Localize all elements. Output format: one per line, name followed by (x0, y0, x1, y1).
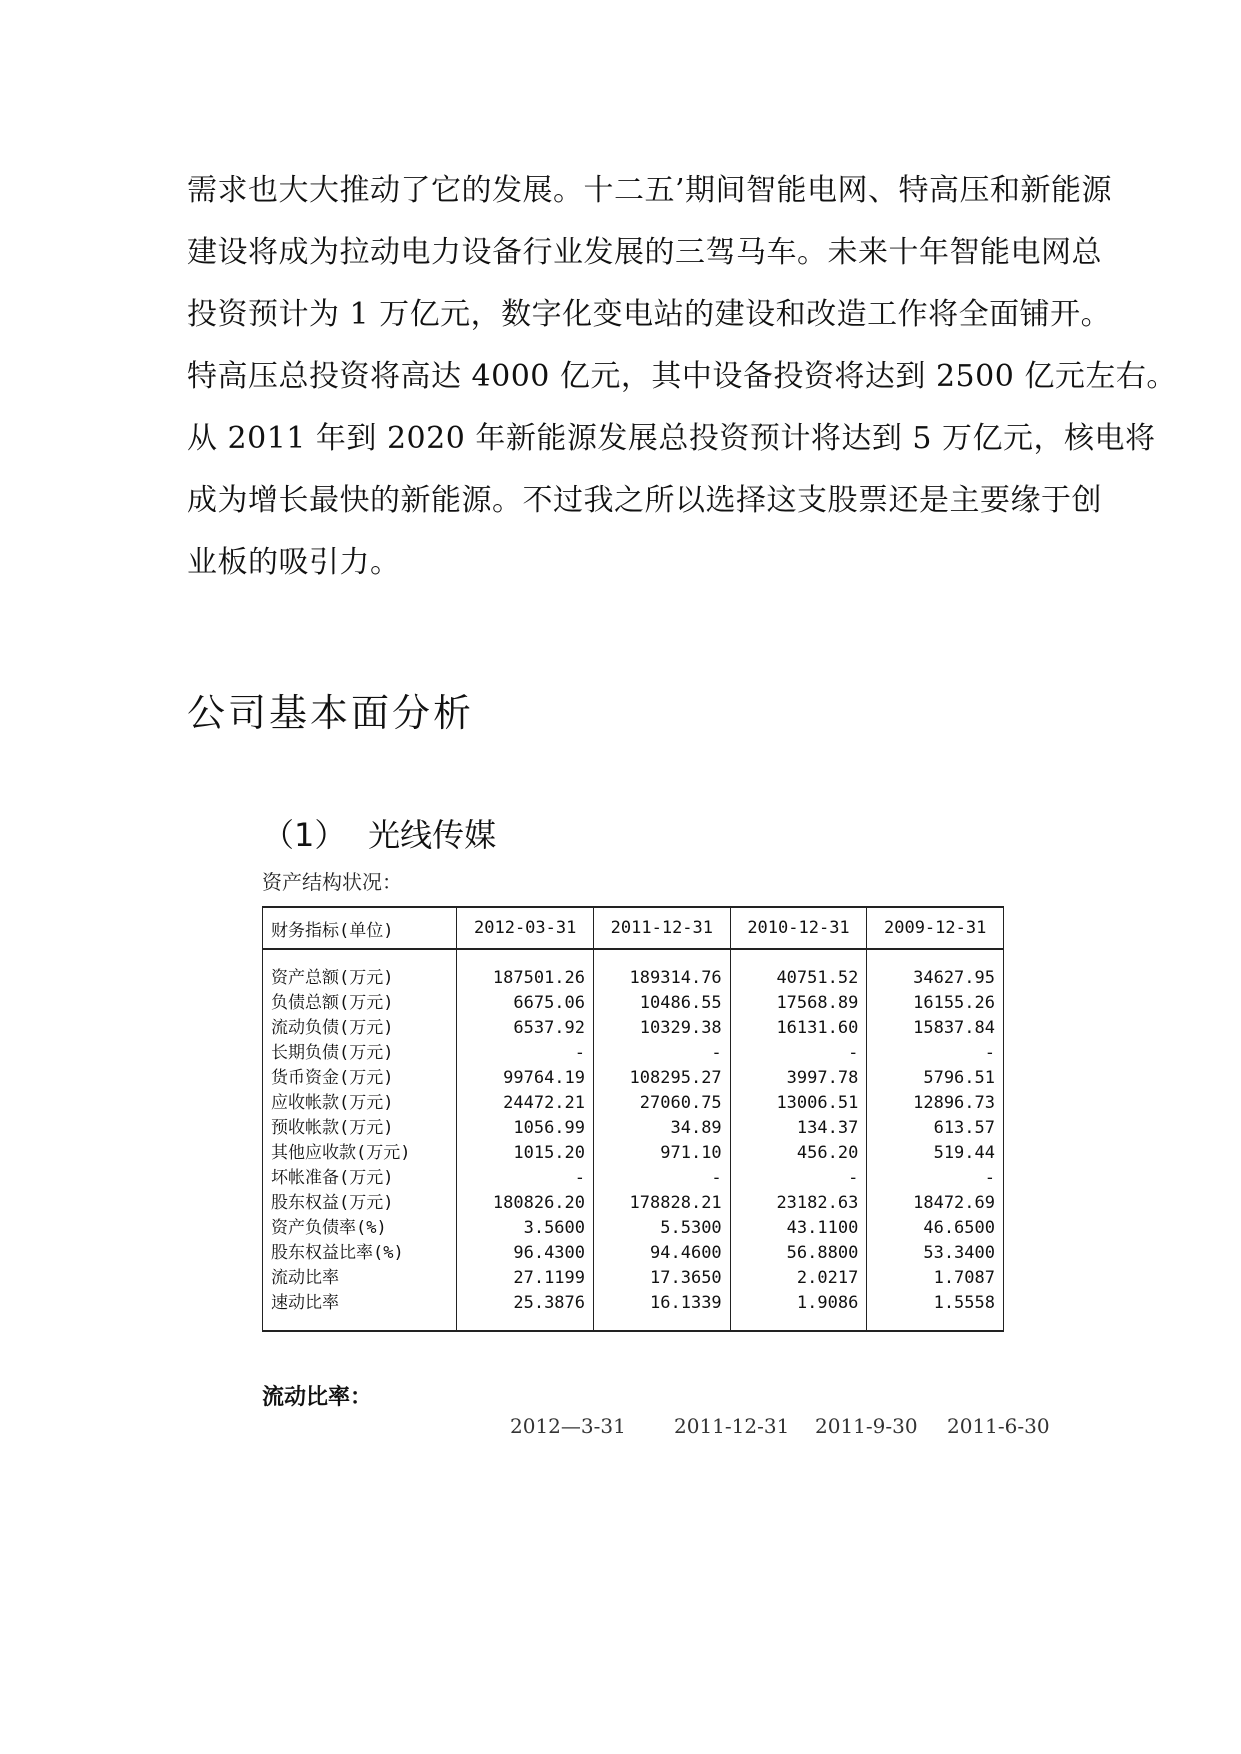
value-cell: 6537.92 (457, 1016, 594, 1041)
table-row (263, 1166, 1004, 1191)
value-cell: 99764.19 (457, 1066, 594, 1091)
financial-table-container (262, 906, 1004, 1332)
value-cell: 3997.78 (730, 1066, 867, 1091)
header-date: 2012-03-31 (457, 907, 594, 949)
table-row (263, 1216, 1004, 1241)
row-label-cell: 资产总额(万元) (263, 966, 457, 991)
table-row (263, 1116, 1004, 1141)
table-row (263, 966, 1004, 991)
row-label-cell: 资产负债率(%) (263, 1216, 457, 1241)
body-paragraph (187, 160, 1177, 594)
spacer-cell (730, 1316, 867, 1331)
value-cell: 34627.95 (867, 966, 1004, 991)
value-cell: 23182.63 (730, 1191, 867, 1216)
value-cell: 40751.52 (730, 966, 867, 991)
table-row (263, 1266, 1004, 1291)
spacer-cell (263, 949, 457, 966)
header-date: 2010-12-31 (730, 907, 867, 949)
table-row (263, 1141, 1004, 1166)
value-cell: 971.10 (594, 1141, 731, 1166)
value-cell: 5.5300 (594, 1216, 731, 1241)
sub-heading-number: （1） (262, 816, 347, 854)
row-label-cell: 股东权益比率(%) (263, 1241, 457, 1266)
paragraph-line: 成为增长最快的新能源。不过我之所以选择这支股票还是主要缘于创 (187, 483, 1102, 518)
financial-indicators-table (262, 906, 1004, 1332)
paragraph-line: 业板的吸引力。 (187, 545, 401, 580)
value-cell: 27060.75 (594, 1091, 731, 1116)
value-cell: 18472.69 (867, 1191, 1004, 1216)
value-cell: 56.8800 (730, 1241, 867, 1266)
value-cell: 10329.38 (594, 1016, 731, 1041)
row-label-cell: 股东权益(万元) (263, 1191, 457, 1216)
spacer-cell (867, 1316, 1004, 1331)
value-cell: 3.5600 (457, 1216, 594, 1241)
header-date: 2009-12-31 (867, 907, 1004, 949)
row-label-cell: 货币资金(万元) (263, 1066, 457, 1091)
table-row (263, 1066, 1004, 1091)
value-cell: 17.3650 (594, 1266, 731, 1291)
value-cell: 34.89 (594, 1116, 731, 1141)
spacer-cell (594, 1316, 731, 1331)
value-cell: 16155.26 (867, 991, 1004, 1016)
value-cell: 15837.84 (867, 1016, 1004, 1041)
value-cell: 94.4600 (594, 1241, 731, 1266)
row-label-cell: 预收帐款(万元) (263, 1116, 457, 1141)
ratio-heading: 流动比率： (262, 1385, 373, 1410)
value-cell: 1.5558 (867, 1291, 1004, 1316)
value-cell: 96.4300 (457, 1241, 594, 1266)
value-cell: - (867, 1166, 1004, 1191)
table-header-row (263, 907, 1004, 949)
paragraph-line: 建设将成为拉动电力设备行业发展的三驾马车。未来十年智能电网总 (187, 235, 1102, 270)
table-spacer-row (263, 949, 1004, 966)
value-cell: 10486.55 (594, 991, 731, 1016)
paragraph-line: 投资预计为 1 万亿元，数字化变电站的建设和改造工作将全面铺开。 (187, 297, 1112, 332)
value-cell: - (457, 1041, 594, 1066)
table-row (263, 1016, 1004, 1041)
value-cell: 43.1100 (730, 1216, 867, 1241)
value-cell: 2.0217 (730, 1266, 867, 1291)
value-cell: 24472.21 (457, 1091, 594, 1116)
table-row (263, 1091, 1004, 1116)
spacer-cell (867, 949, 1004, 966)
row-label-cell: 应收帐款(万元) (263, 1091, 457, 1116)
table-row (263, 1041, 1004, 1066)
value-cell: - (594, 1166, 731, 1191)
value-cell: 613.57 (867, 1116, 1004, 1141)
ratio-date: 2011-9-30 (815, 1414, 918, 1438)
row-label-cell: 流动比率 (263, 1266, 457, 1291)
value-cell: 1.9086 (730, 1291, 867, 1316)
row-label-cell: 速动比率 (263, 1291, 457, 1316)
value-cell: - (730, 1166, 867, 1191)
header-indicator: 财务指标(单位) (263, 907, 457, 949)
spacer-cell (730, 949, 867, 966)
value-cell: 46.6500 (867, 1216, 1004, 1241)
company-sub-heading (262, 810, 496, 856)
spacer-cell (457, 1316, 594, 1331)
sub-heading-title: 光线传媒 (368, 816, 497, 854)
row-label-cell: 流动负债(万元) (263, 1016, 457, 1041)
value-cell: 5796.51 (867, 1066, 1004, 1091)
value-cell: 27.1199 (457, 1266, 594, 1291)
paragraph-line: 特高压总投资将高达 4000 亿元，其中设备投资将达到 2500 亿元左右。 (187, 359, 1177, 394)
paragraph-line: 需求也大大推动了它的发展。十二五’期间智能电网、特高压和新能源 (187, 173, 1113, 208)
value-cell: - (730, 1041, 867, 1066)
value-cell: 16131.60 (730, 1016, 867, 1041)
ratio-date: 2011-12-31 (674, 1414, 790, 1438)
ratio-date: 2011-6-30 (947, 1414, 1050, 1438)
ratio-date: 2012—3-31 (510, 1414, 626, 1438)
value-cell: 25.3876 (457, 1291, 594, 1316)
value-cell: 108295.27 (594, 1066, 731, 1091)
value-cell: - (457, 1166, 594, 1191)
value-cell: 1.7087 (867, 1266, 1004, 1291)
value-cell: 13006.51 (730, 1091, 867, 1116)
value-cell: - (594, 1041, 731, 1066)
value-cell: 519.44 (867, 1141, 1004, 1166)
value-cell: 187501.26 (457, 966, 594, 991)
value-cell: 1015.20 (457, 1141, 594, 1166)
table-row (263, 1191, 1004, 1216)
header-date: 2011-12-31 (594, 907, 731, 949)
value-cell: 180826.20 (457, 1191, 594, 1216)
table-caption: 资产结构状况： (262, 870, 402, 894)
table-row (263, 1241, 1004, 1266)
table-spacer-row (263, 1316, 1004, 1331)
value-cell: - (867, 1041, 1004, 1066)
row-label-cell: 其他应收款(万元) (263, 1141, 457, 1166)
value-cell: 456.20 (730, 1141, 867, 1166)
row-label-cell: 负债总额(万元) (263, 991, 457, 1016)
value-cell: 6675.06 (457, 991, 594, 1016)
section-heading: 公司基本面分析 (187, 691, 475, 735)
value-cell: 134.37 (730, 1116, 867, 1141)
value-cell: 53.3400 (867, 1241, 1004, 1266)
value-cell: 189314.76 (594, 966, 731, 991)
table-body (263, 949, 1004, 1331)
spacer-cell (457, 949, 594, 966)
value-cell: 1056.99 (457, 1116, 594, 1141)
spacer-cell (594, 949, 731, 966)
value-cell: 178828.21 (594, 1191, 731, 1216)
table-row (263, 991, 1004, 1016)
paragraph-line: 从 2011 年到 2020 年新能源发展总投资预计将达到 5 万亿元，核电将 (187, 421, 1156, 456)
row-label-cell: 长期负债(万元) (263, 1041, 457, 1066)
spacer-cell (263, 1316, 457, 1331)
value-cell: 17568.89 (730, 991, 867, 1016)
row-label-cell: 坏帐准备(万元) (263, 1166, 457, 1191)
table-row (263, 1291, 1004, 1316)
value-cell: 16.1339 (594, 1291, 731, 1316)
value-cell: 12896.73 (867, 1091, 1004, 1116)
